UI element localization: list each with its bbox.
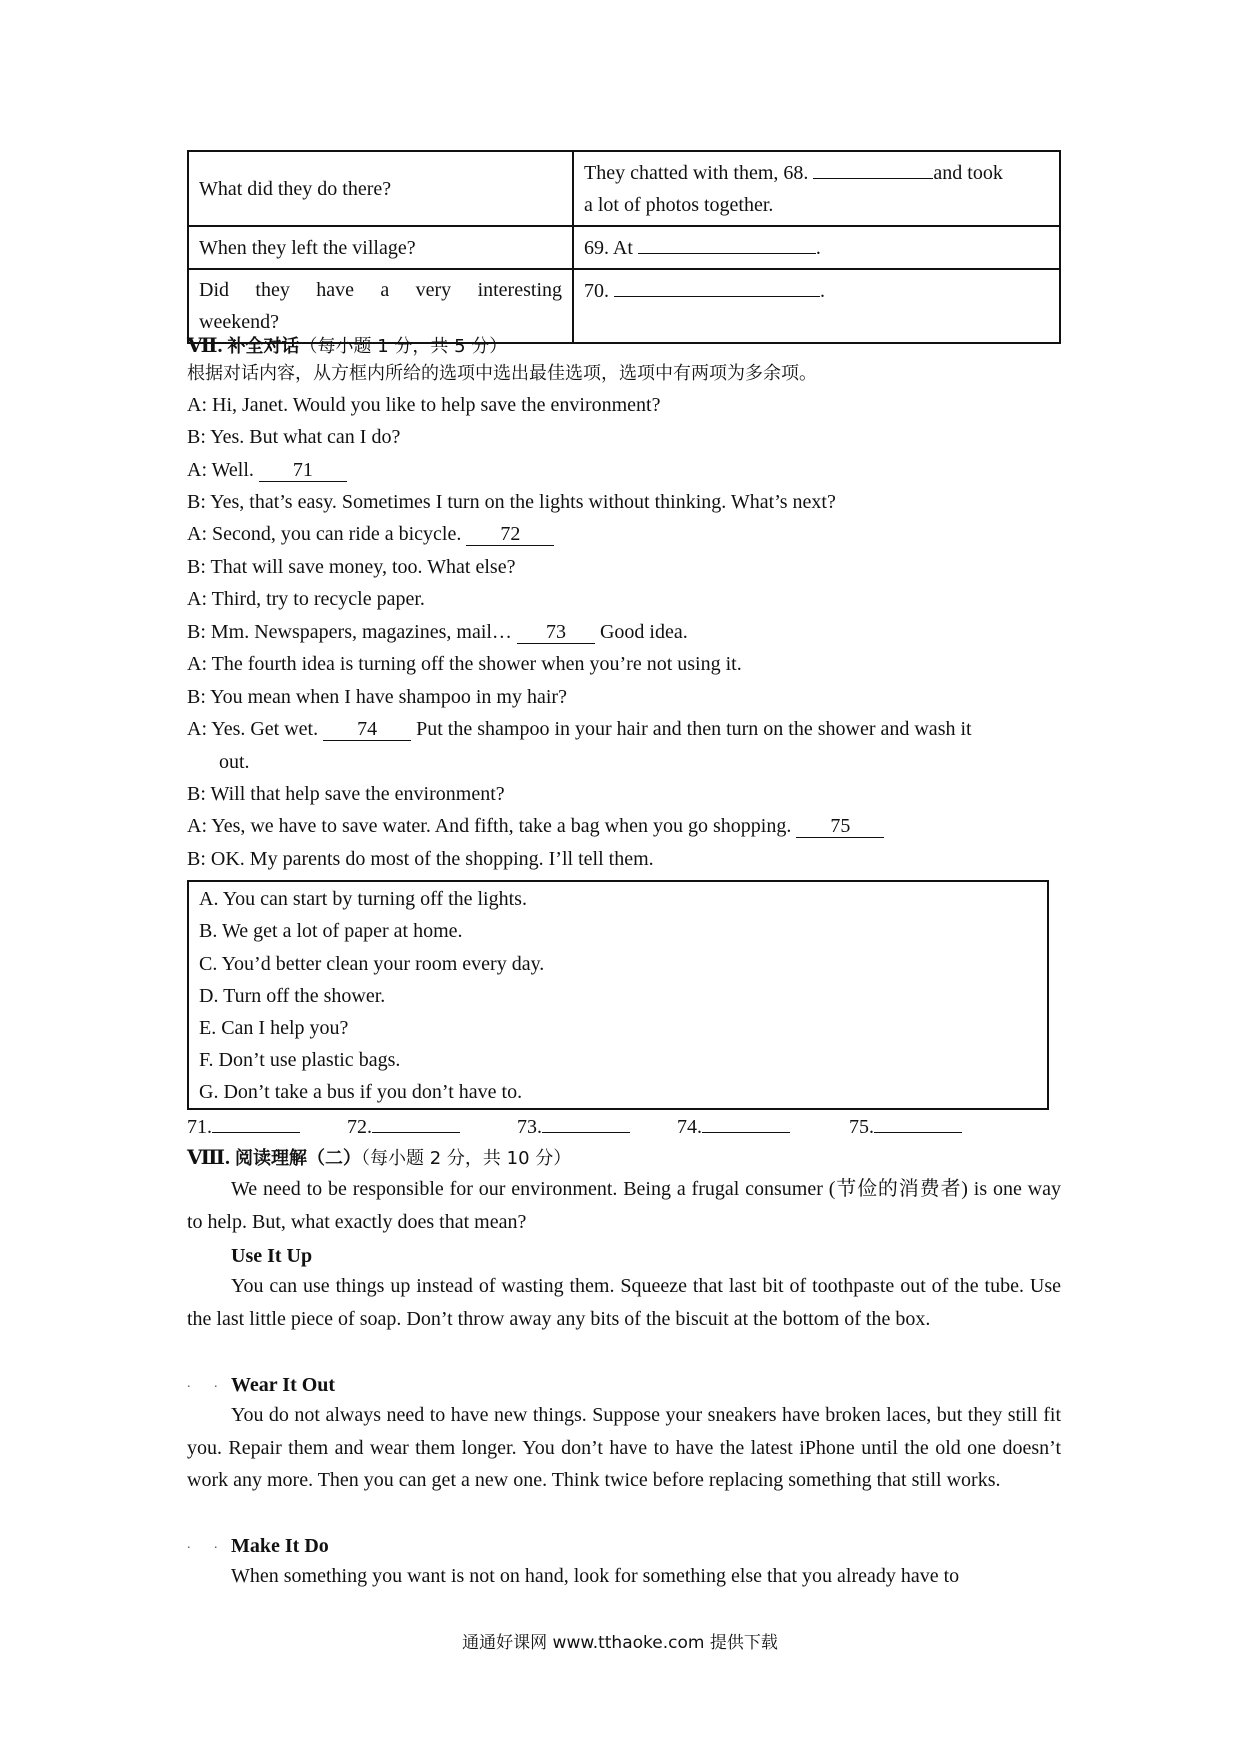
blank-number: 75 xyxy=(796,815,884,838)
table-answer: 69. At . xyxy=(573,226,1060,269)
passage-subheading: Use It Up xyxy=(231,1245,313,1267)
answer-table xyxy=(187,150,1061,344)
table-row xyxy=(188,226,1060,269)
section-heading: Ⅷ. 阅读理解（二）（每小题 2 分，共 10 分） xyxy=(187,1147,572,1169)
blank-number: 73 xyxy=(517,621,595,644)
blank-number: 72 xyxy=(466,523,554,546)
dialogue-line: A: Yes. Get wet. 74 Put the shampoo in your hair and then turn on the shower and wash it xyxy=(187,718,972,740)
dialogue-line: B: Yes, that’s easy. Sometimes I turn on the lights without thinking. What’s next? xyxy=(187,491,836,513)
option-item: C. You’d better clean your room every day. xyxy=(199,953,545,975)
dialogue-line: out. xyxy=(219,751,250,773)
dialogue-line: B: You mean when I have shampoo in my hair? xyxy=(187,686,567,708)
answer-blank[interactable] xyxy=(638,231,816,254)
answer-blank[interactable] xyxy=(813,156,933,179)
answer-slot[interactable]: 74. xyxy=(677,1112,790,1141)
option-item: B. We get a lot of paper at home. xyxy=(199,920,463,942)
dialogue-line: B: That will save money, too. What else? xyxy=(187,556,516,578)
options-box xyxy=(187,880,1049,1110)
dialogue-line: B: Will that help save the environment? xyxy=(187,783,505,805)
decorative-dots: . . xyxy=(187,1376,228,1391)
table-answer: 70. . xyxy=(573,269,1060,343)
dialogue-line: A: The fourth idea is turning off the shower when you’re not using it. xyxy=(187,653,742,675)
table-question: What did they do there? xyxy=(188,151,573,226)
passage-paragraph: When something you want is not on hand, look for something else that you already have to xyxy=(231,1565,960,1587)
section-heading: Ⅶ. 补全对话（每小题 1 分，共 5 分） xyxy=(187,335,508,357)
dialogue-line: B: Mm. Newspapers, magazines, mail… 73 Good idea. xyxy=(187,621,688,643)
table-row xyxy=(188,151,1060,226)
answer-slot[interactable]: 73. xyxy=(517,1112,630,1141)
option-item: E. Can I help you? xyxy=(199,1017,349,1039)
passage-subheading: Wear It Out xyxy=(231,1374,336,1396)
dialogue-line: B: Yes. But what can I do? xyxy=(187,426,401,448)
option-item: F. Don’t use plastic bags. xyxy=(199,1049,401,1071)
option-item: D. Turn off the shower. xyxy=(199,985,386,1007)
option-item: G. Don’t take a bus if you don’t have to. xyxy=(199,1081,523,1103)
answer-slot[interactable]: 75. xyxy=(849,1112,962,1141)
option-item: A. You can start by turning off the lights. xyxy=(199,888,527,910)
blank-number: 71 xyxy=(259,459,347,482)
passage-subheading: Make It Do xyxy=(231,1535,329,1557)
passage-paragraph: We need to be responsible for our environment. Being a frugal consumer (节俭的消费者) is one way to help. But, what exactly does that mean? xyxy=(187,1178,1061,1233)
answer-blank[interactable] xyxy=(614,274,820,297)
table-question: Did they have a very interesting weekend? xyxy=(188,269,573,343)
blank-number: 74 xyxy=(323,718,411,741)
answer-slot[interactable]: 72. xyxy=(347,1112,460,1141)
dialogue-line: A: Hi, Janet. Would you like to help save the environment? xyxy=(187,394,661,416)
dialogue-line: A: Yes, we have to save water. And fifth, take a bag when you go shopping. 75 xyxy=(187,812,884,840)
page-footer: 通通好课网 www.tthaoke.com 提供下载 xyxy=(462,1633,778,1653)
decorative-dots: . . xyxy=(187,1537,228,1552)
dialogue-line: A: Second, you can ride a bicycle. 72 xyxy=(187,520,554,548)
answer-slot[interactable]: 71. xyxy=(187,1112,300,1141)
dialogue-line: B: OK. My parents do most of the shopping. I’ll tell them. xyxy=(187,848,654,870)
passage-paragraph: You do not always need to have new things. Suppose your sneakers have broken laces, but they still fit you. Repair them and wear them longer. You don’t have to have the latest iPhone until the old one doesn’t work any more. Then you can get a new one. Think twice before replacing something that still works. xyxy=(187,1404,1061,1491)
table-question: When they left the village? xyxy=(188,226,573,269)
table-answer: They chatted with them, 68. and took a lot of photos together. xyxy=(573,151,1060,226)
section-instruction: 根据对话内容，从方框内所给的选项中选出最佳选项，选项中有两项为多余项。 xyxy=(187,363,817,384)
dialogue-line: A: Well. 71 xyxy=(187,456,347,484)
passage-paragraph: You can use things up instead of wasting them. Squeeze that last bit of toothpaste out of the tube. Use the last little piece of soap. Don’t throw away any bits of the biscuit at the bottom of the box. xyxy=(187,1275,1061,1330)
dialogue-line: A: Third, try to recycle paper. xyxy=(187,588,425,610)
